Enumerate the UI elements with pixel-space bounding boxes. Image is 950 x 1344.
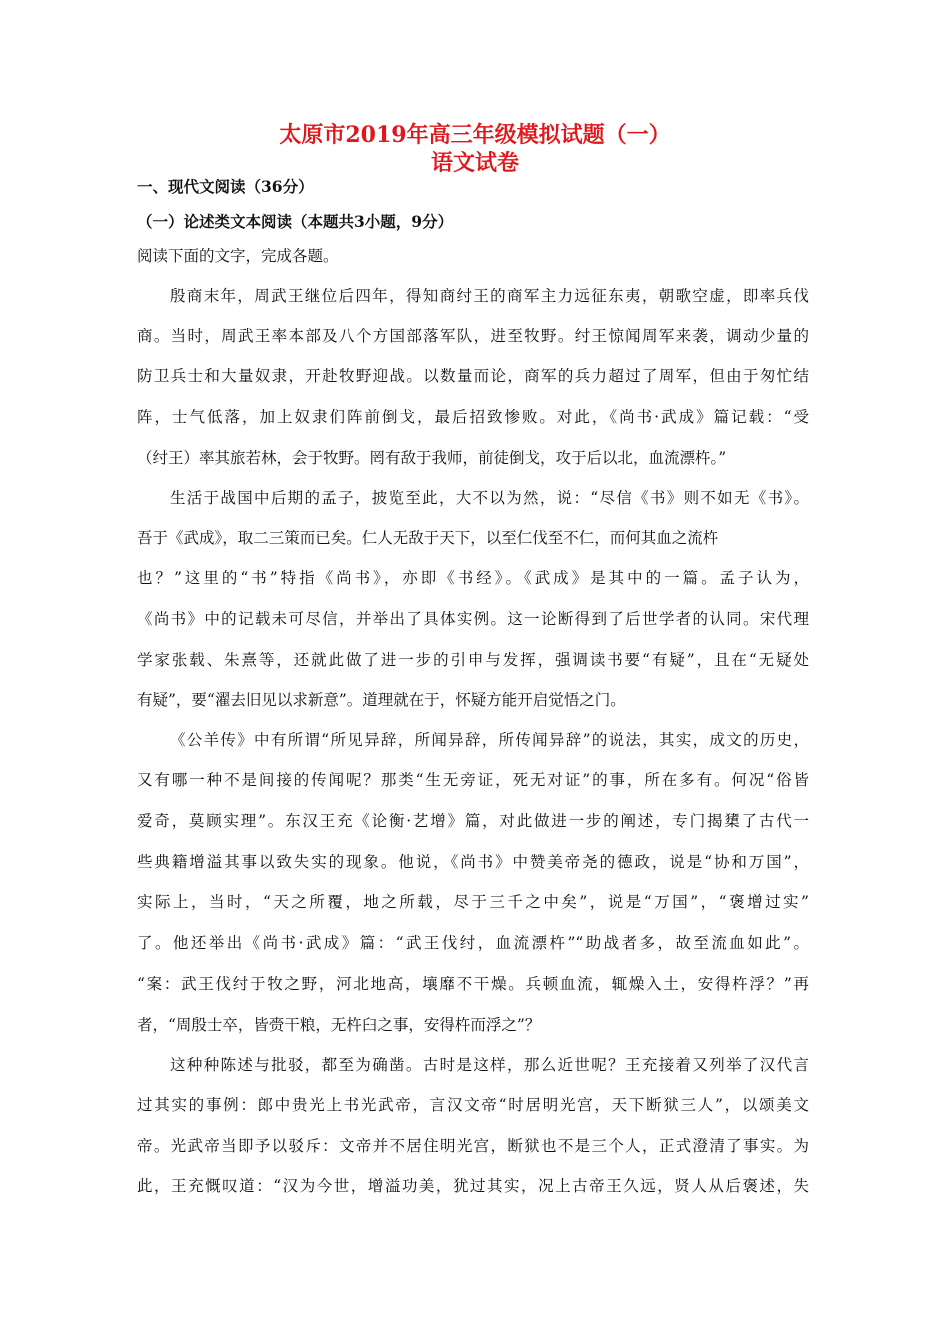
passage-line: 有疑”，要“濯去旧见以求新意”。道理就在于，怀疑方能开启觉悟之门。 [137,691,626,709]
exam-subtitle: 语文试卷 [430,150,519,176]
passage-line: 也？”这里的“书”特指《尚书》，亦即《书经》。《武成》是其中的一篇。孟子认为， [137,569,809,587]
passage-line: 爱奇，莫顾实理”。东汉王充《论衡·艺增》篇，对此做进一步的阐述，专门揭橥了古代一 [137,812,809,830]
exam-title: 太原市2019年高三年级模拟试题（一） [279,122,671,148]
passage-line: 又有哪一种不是间接的传闻呢？那类“生无旁证，死无对证”的事，所在多有。何况“俗皆 [137,771,809,789]
passage-line: “案：武王伐纣于牧之野，河北地高，壤靡不干燥。兵顿血流，辄燥入土，安得杵浮？”再 [137,975,809,993]
passage-line: 商。当时，周武王率本部及八个方国部落军队，进至牧野。纣王惊闻周军来袭，调动少量的 [137,327,809,345]
passage-line: 些典籍增溢其事以致失实的现象。他说，《尚书》中赞美帝尧的德政，说是“协和万国”， [137,853,809,871]
passage-line: 了。他还举出《尚书·武成》篇：“武王伐纣，血流漂杵”“助战者多，故至流血如此”。 [137,934,809,952]
passage-line: 殷商末年，周武王继位后四年，得知商纣王的商军主力远征东夷，朝歌空虚，即率兵伐 [170,287,809,305]
passage-line: 者，“周殷士卒，皆赍干粮，无杵臼之事，安得杵而浮之”？ [137,1016,541,1034]
passage-line: （纣王）率其旅若林，会于牧野。罔有敌于我师，前徒倒戈，攻于后以北，血流漂杵。” [137,449,727,467]
passage-line: 过其实的事例：郎中贵光上书光武帝，言汉文帝“时居明光宫，天下断狱三人”，以颂美文 [137,1096,809,1114]
passage-line: 帝。光武帝当即予以驳斥：文帝并不居住明光宫，断狱也不是三个人，正式澄清了事实。为 [137,1137,809,1155]
passage-line: 学家张载、朱熹等，还就此做了进一步的引申与发挥，强调读书要“有疑”，且在“无疑处 [137,651,809,669]
passage-line: 阵，士气低落，加上奴隶们阵前倒戈，最后招致惨败。对此，《尚书·武成》篇记载：“受 [137,408,809,426]
passage-line: 生活于战国中后期的孟子，披览至此，大不以为然，说：“尽信《书》则不如无《书》。 [170,489,809,507]
passage-line: 防卫兵士和大量奴隶，开赴牧野迎战。以数量而论，商军的兵力超过了周军，但由于匆忙结 [137,367,809,385]
passage-line: 《公羊传》中有所谓“所见异辞，所闻异辞，所传闻异辞”的说法，其实，成文的历史， [170,731,809,749]
passage-line: 实际上，当时，“天之所覆，地之所载，尽于三千之中矣”，说是“万国”，“褒增过实” [137,893,809,911]
passage-line: 《尚书》中的记载未可尽信，并举出了具体实例。这一论断得到了后世学者的认同。宋代理 [137,610,809,628]
subsection-heading: （一）论述类文本阅读（本题共3小题，9分） [137,212,454,231]
instruction-text: 阅读下面的文字，完成各题。 [137,247,339,265]
passage-line: 此，王充慨叹道：“汉为今世，增溢功美，犹过其实，况上古帝王久远，贤人从后褒述，失 [137,1177,809,1195]
section-heading: 一、现代文阅读（36分） [137,177,314,196]
passage-line: 这种种陈述与批驳，都至为确凿。古时是这样，那么近世呢？王充接着又列举了汉代言 [170,1056,809,1074]
passage-line: 吾于《武成》，取二三策而已矣。仁人无敌于天下，以至仁伐至不仁，而何其血之流杵 [137,529,719,547]
